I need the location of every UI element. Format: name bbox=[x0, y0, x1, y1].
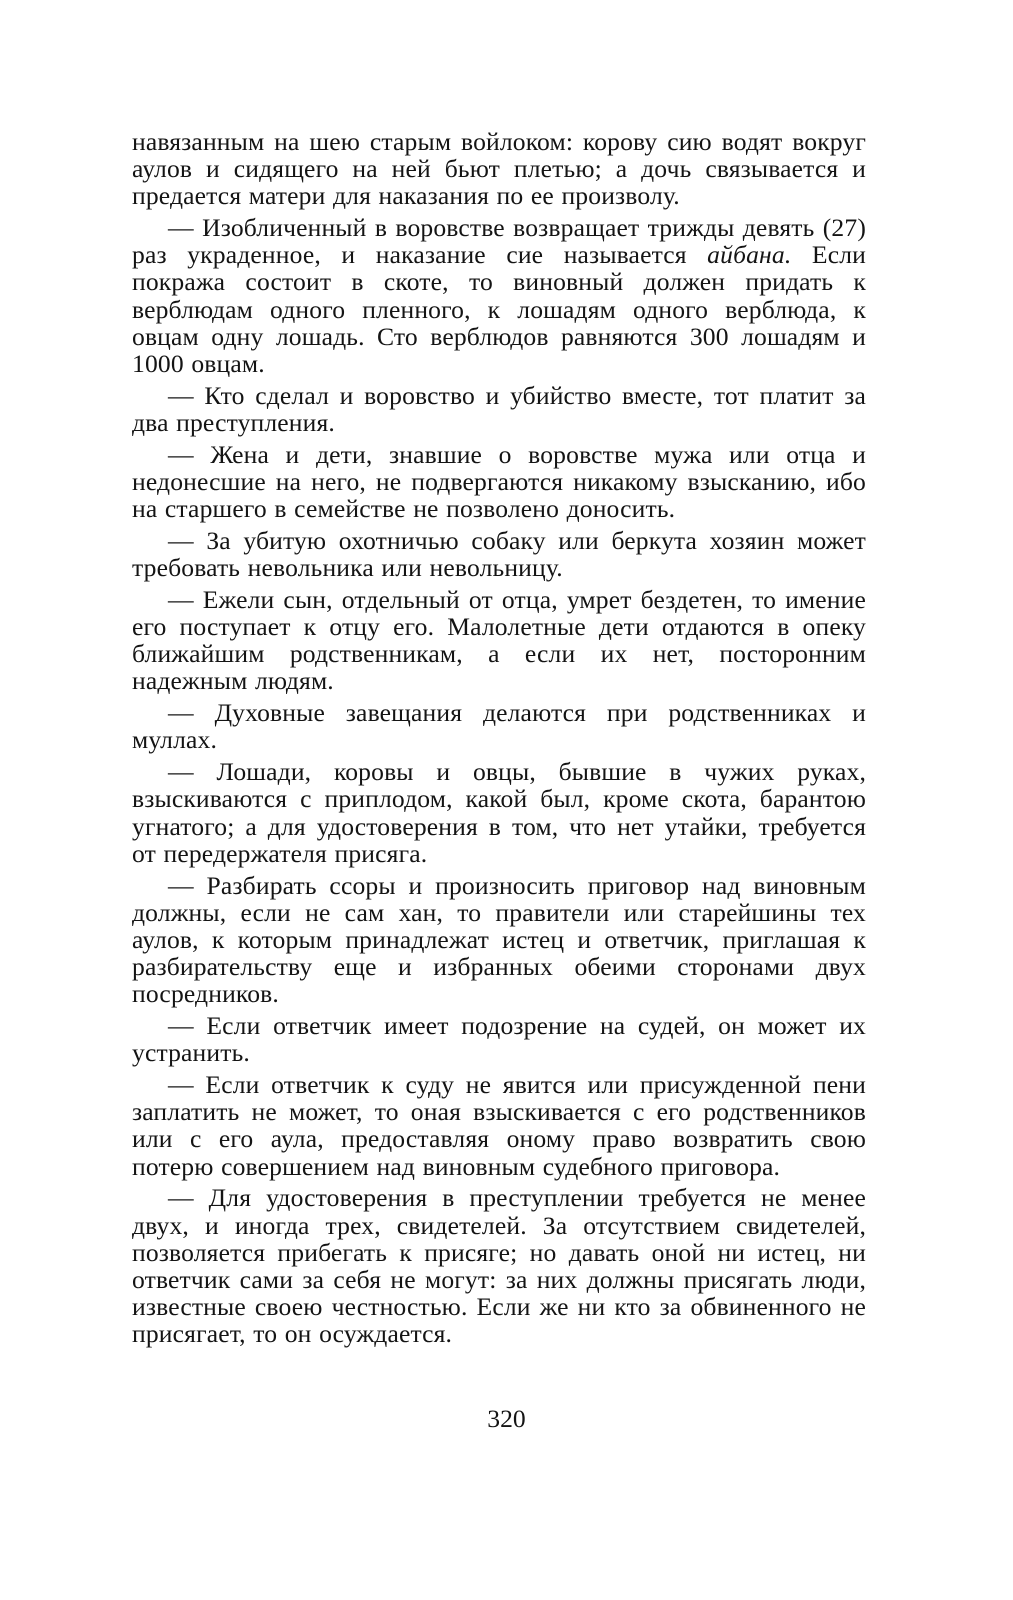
paragraph-2-start: — Изобличенный в воровстве возвращает трижды девять (27) раз украденное, и наказание сие называется bbox=[132, 213, 866, 270]
paragraph-7: — Духовные завещания делаются при родственниках и муллах. bbox=[132, 698, 866, 755]
paragraph-12: — Для удостоверения в преступлении требуется не менее двух, и иногда трех, свидетелей. За отсутствием свидетелей, позволяется прибегать к присяге; но давать оной ни истец, ни ответчик сами за себя не могут: за них должны присягать люди, известные своею честностью. Если же ни кто за обвиненного не присягает, то он осуждается. bbox=[132, 1183, 866, 1349]
paragraph-10: — Если ответчик имеет подозрение на судей, он может их устранить. bbox=[132, 1011, 866, 1068]
paragraph-4: — Жена и дети, знавшие о воровстве мужа или отца и недонесшие на него, не подвергаются никакому взысканию, ибо на старшего в семействе не позволено доносить. bbox=[132, 439, 866, 524]
page-number: 320 bbox=[487, 1404, 526, 1433]
paragraph-1: навязанным на шею старым войлоком: корову сию водят вокруг аулов и сидящего на ней бьют плетью; а дочь связывается и предается матери для наказания по ее произволу. bbox=[132, 127, 866, 211]
book-page-text bbox=[132, 128, 866, 1352]
paragraph-2-end: Если покража состоит в скоте, то виновный должен придать к верблюдам одного пленного, к лошадям одного верблюда, к овцам одну лошадь. Сто верблюдов равняются 300 лошадям и 1000 овцам. bbox=[132, 240, 866, 378]
paragraph-6: — Ежели сын, отдельный от отца, умрет бездетен, то имение его поступает к отцу его. Малолетные дети отдаются в опеку ближайшим родственникам, а если их нет, посторонним надежным людям. bbox=[132, 584, 866, 696]
term-aibana: айбана. bbox=[707, 240, 792, 270]
paragraph-5: — За убитую охотничью собаку или беркута хозяин может требовать невольника или невольницу. bbox=[132, 525, 866, 583]
paragraph-8: — Лошади, коровы и овцы, бывшие в чужих руках, взыскиваются с приплодом, какой был, кроме скота, барантою угнатого; а для удостоверения в том, что нет утайки, требуется от передержателя присяга. bbox=[132, 757, 866, 868]
paragraph-9: — Разбирать ссоры и произносить приговор над виновным должны, если не сам хан, то правители или старейшины тех аулов, к которым принадлежат истец и ответчик, приглашая к разбирательству еще и избранных обеими сторонами двух посредников. bbox=[132, 870, 866, 1009]
paragraph-11: — Если ответчик к суду не явится или присужденной пени заплатить не может, то оная взыскивается с его родственников или с его аула, предоставляя оному право возвратить свою потерю совершением над виновным судебного приговора. bbox=[132, 1070, 866, 1181]
paragraph-2 bbox=[132, 214, 866, 377]
paragraph-3: — Кто сделал и воровство и убийство вместе, тот платит за два преступления. bbox=[132, 380, 866, 437]
